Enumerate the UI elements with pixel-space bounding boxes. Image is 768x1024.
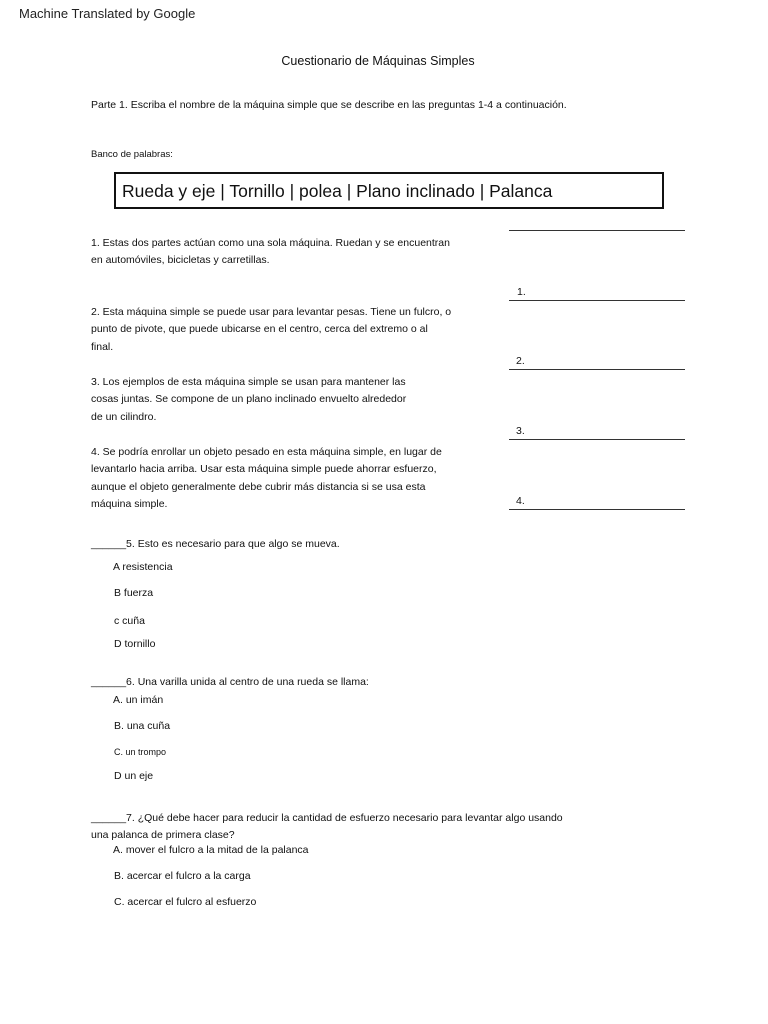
question-1-line: en automóviles, bicicletas y carretillas. — [91, 254, 270, 267]
mc-question-6: ______6. Una varilla unida al centro de una rueda se llama: — [91, 676, 369, 688]
question-2-line: punto de pivote, que puede ubicarse en el centro, cerca del extremo o al — [91, 323, 428, 336]
answer-number-4: 4. — [516, 495, 525, 507]
question-4-line: aunque el objeto generalmente debe cubrir más distancia si se usa esta — [91, 480, 426, 493]
mc-5-option[interactable]: D tornillo — [114, 638, 156, 650]
answer-line-4[interactable] — [509, 509, 685, 510]
part1-instructions: Parte 1. Escriba el nombre de la máquina simple que se describe en las preguntas 1-4 a continuación. — [91, 99, 567, 111]
mc-5-option[interactable]: c cuña — [114, 615, 145, 627]
mc-5-option[interactable]: A resistencia — [113, 561, 173, 573]
answer-line-1[interactable] — [509, 300, 685, 301]
answer-line-2[interactable] — [509, 369, 685, 370]
word-bank-box: Rueda y eje | Tornillo | polea | Plano inclinado | Palanca — [114, 172, 664, 209]
mc-question-5: ______5. Esto es necesario para que algo se mueva. — [91, 538, 340, 550]
question-4-line: 4. Se podría enrollar un objeto pesado en esta máquina simple, en lugar de — [91, 446, 442, 458]
mc-question-7: ______7. ¿Qué debe hacer para reducir la cantidad de esfuerzo necesario para levantar algo usando — [91, 812, 563, 824]
mc-6-option[interactable]: B. una cuña — [114, 720, 171, 732]
question-1 — [91, 235, 450, 270]
question-3 — [91, 374, 406, 426]
answer-number-2: 2. — [516, 355, 525, 367]
mc-7-option[interactable]: B. acercar el fulcro a la carga — [114, 870, 251, 882]
question-2-line: final. — [91, 340, 114, 353]
page-title: Cuestionario de Máquinas Simples — [281, 54, 475, 68]
answer-number-1: 1. — [517, 286, 526, 298]
translation-banner: Machine Translated by Google — [19, 6, 196, 21]
question-2-line: 2. Esta máquina simple se puede usar para levantar pesas. Tiene un fulcro, o — [91, 306, 452, 318]
mc-5-option[interactable]: B fuerza — [114, 587, 154, 599]
question-4 — [91, 444, 442, 513]
mc-6-option[interactable]: D un eje — [114, 770, 154, 782]
mc-6-option[interactable]: C. un trompo — [114, 747, 167, 757]
answer-line-top — [509, 230, 685, 231]
answer-line-3[interactable] — [509, 439, 685, 440]
question-2 — [91, 304, 451, 356]
question-3-line: 3. Los ejemplos de esta máquina simple se usan para mantener las — [91, 376, 406, 388]
question-3-line: de un cilindro. — [91, 410, 157, 423]
answer-number-3: 3. — [516, 425, 525, 437]
mc-question-7-continued: una palanca de primera clase? — [91, 829, 235, 841]
mc-6-option[interactable]: A. un imán — [113, 694, 164, 706]
question-4-line: levantarlo hacia arriba. Usar esta máquina simple puede ahorrar esfuerzo, — [91, 463, 437, 476]
question-1-line: 1. Estas dos partes actúan como una sola máquina. Ruedan y se encuentran — [91, 237, 450, 249]
question-4-line: máquina simple. — [91, 497, 168, 510]
word-bank-label: Banco de palabras: — [91, 149, 173, 160]
mc-7-option[interactable]: A. mover el fulcro a la mitad de la palanca — [113, 844, 309, 856]
mc-7-option[interactable]: C. acercar el fulcro al esfuerzo — [114, 896, 257, 908]
question-3-line: cosas juntas. Se compone de un plano inclinado envuelto alrededor — [91, 393, 407, 406]
